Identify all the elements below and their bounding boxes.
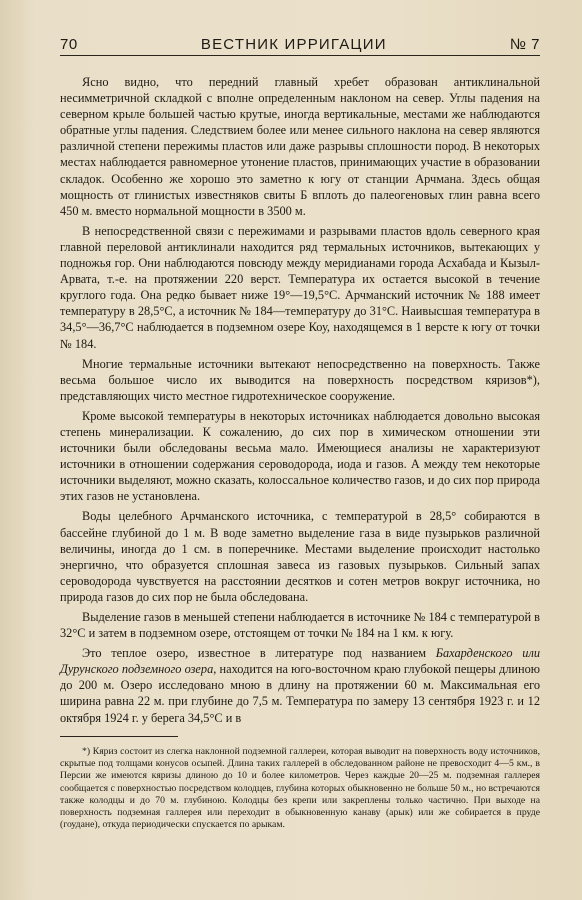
running-header <box>60 36 540 56</box>
journal-title: ВЕСТНИК ИРРИГАЦИИ <box>200 36 387 53</box>
paragraph-4: Кроме высокой температуры в некоторых источниках наблюдается довольно высокая степень минерализации. К сожалению, до сих пор в химическом отношении эти источники были обследованы весьма мало. Имеющиеся анализы не характеризуют источники в отношении содержания сероводорода, иода и газов. А между тем некоторые источники выделяют, можно сказать, колоссальное количество газов, и до сих пор природа этих газов не установлена. <box>60 408 540 504</box>
paragraph-7 <box>60 645 540 725</box>
lake-name-italic: Бахарденского или Дурунского подземного озера <box>60 646 540 677</box>
paragraph-1: Ясно видно, что передний главный хребет образован антиклинальной несимметричной складкой с вполне определенным наклоном на север. Углы падения на северном крыле большей частью крутые, иногда вертикальные, местами же наблюдаются обратные углы падения. Следствием более или менее сильного наклона на север являются различной степени пережимы пластов или даже разрывы сплошности пород. В некоторых местах наблюдается равномерное утонение пластов, принимающих участие в образовании складок. Особенно же хорошо это заметно к югу от станции Арчмана. Здесь общая мощность от глинистых известняков свиты Б вплоть до палеогеновых глин равна всего 450 м. вместо нормальной мощности в 3500 м. <box>60 75 540 218</box>
footnote-text: *) Кяриз состоит из слегка наклонной подземной галлереи, которая выводит на поверхность воду источников, скрытые под толщами конусов осыпей. Длина таких галлерей в обследованном районе не превосходит 4—5 км., в Персии же имеются кяризы длиною до 10 и более километров. Через каждые 20—25 м. подземная галлерея сообщается с поверхностью посредством колодцев, глубина которых обыкновенно не больше 50 м., но встречаются также колодцы и до 70 м. глубиною. Колодцы без крепи или закреплены только частично. При выходе на поверхность подземная галлерея или переходит в обыкновенную канаву (арык) или же собирается в пруде (гоудане), откуда периодически спускается по арыкам. <box>60 745 540 831</box>
page-number: 70 <box>60 36 78 53</box>
paragraph-7-end: , находится на юго-восточном краю глубокой пещеры длиною до 200 м. Озеро исследовано мною в длину на протяжении 60 м. Максимальная его ширина равна 22 м. при глубине до 7,5 м. Температура по замеру 13 сентября 1923 г. и 12 октября 1924 г. у берега 34,5°C и в <box>60 662 540 725</box>
paragraph-2: В непосредственной связи с пережимами и разрывами пластов вдоль северного края главной переловой антиклинали находится ряд термальных источников, вытекающих у подножья гор. Они наблюдаются повсюду между меридианами города Асхабада и Кызыл-Арвата, т.-е. на протяжении 220 верст. Температура их остается высокой в течение круглого года. Она редко бывает ниже 19°—19,5°C. Арчманский источник № 188 имеет температуру в 28,5°C, а источник № 184—температуру до 31°C. Наивысшая температура в 34,5°—36,7°C наблюдается в подземном озере Коу, находящемся в 1 версте к югу от точки № 184. <box>60 223 540 351</box>
footnote-divider <box>60 736 178 737</box>
paragraph-3: Многие термальные источники вытекают непосредственно на поверхность. Также весьма большое число их выводится на поверхность посредством кяризов*), представляющих чисто местное гидротехническое сооружение. <box>60 356 540 403</box>
paragraph-5: Воды целебного Арчманского источника, с температурой в 28,5° собираются в бассейне глубиной до 1 м. В воде заметно выделение газа в виде пузырьков различной величины, иногда до 1 см. в поперечнике. Местами выделение происходит настолько энергично, что образуется сплошная завеса из газовых пузырьков. Сильный запах сероводорода чувствуется на расстоянии десятков и сотен метров вокруг источника, но природа газов до сих пор не была обследована. <box>60 509 540 604</box>
paragraph-7-start: Это теплое озеро, известное в литературе под названием <box>82 646 436 661</box>
issue-number: № 7 <box>509 36 540 53</box>
article-body <box>60 74 540 726</box>
footnote-block <box>60 746 540 832</box>
paragraph-6: Выделение газов в меньшей степени наблюдается в источнике № 184 с температурой в 32°C и затем в подземном озере, отстоящем от точки № 184 на 1 км. к югу. <box>60 610 540 641</box>
